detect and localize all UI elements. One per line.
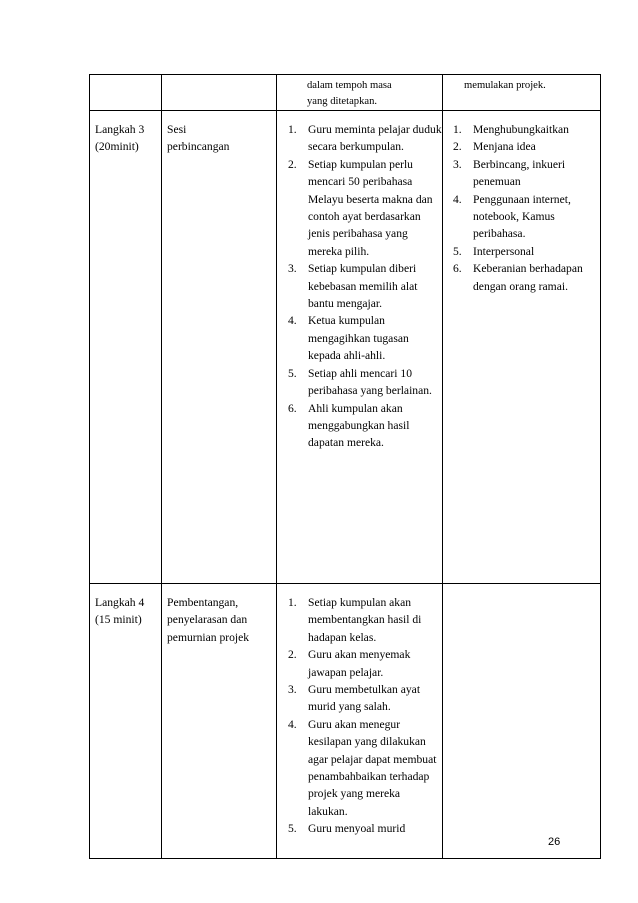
phase-label: Pembentangan, penyelarasan dan pemurnian projek xyxy=(167,596,250,644)
list-item: 6. Keberanian berhadapan dengan orang ramai. xyxy=(453,262,583,293)
phase-label: Sesi perbincangan xyxy=(167,123,230,154)
continued-activity-line: yang ditetapkan. xyxy=(307,96,378,107)
activity-list xyxy=(277,121,442,452)
step-time: (15 minit) xyxy=(95,613,142,627)
list-item: 6. Ahli kumpulan akan menggabungkan hasil dapatan mereka. xyxy=(288,401,410,450)
phase-cell xyxy=(162,584,277,859)
list-item: 5. Interpersonal xyxy=(453,244,535,258)
list-item: 5. Setiap ahli mencari 10 peribahasa yang berlainan. xyxy=(288,366,432,398)
list-item: 2. Menjana idea xyxy=(453,140,536,154)
list-item: 4. Ketua kumpulan mengagihkan tugasan kepada ahli-ahli. xyxy=(288,314,409,363)
list-item: 1. Guru meminta pelajar duduk secara berkumpulan. xyxy=(288,123,442,154)
step-label: Langkah 4 xyxy=(95,596,145,609)
outcome-cell xyxy=(443,75,601,111)
list-item: 2. Guru akan menyemak jawapan pelajar. xyxy=(288,648,411,679)
list-item: 1. Menghubungkaitkan xyxy=(453,123,569,136)
activity-cell xyxy=(277,584,443,859)
list-item: 4. Guru akan menegur kesilapan yang dilakukan agar pelajar dapat membuat penambahbaikan terhadap projek yang mereka lakukan. xyxy=(288,717,437,818)
phase-cell xyxy=(162,75,277,111)
activity-cell xyxy=(277,111,443,584)
step-cell xyxy=(90,75,162,111)
activity-list xyxy=(277,594,442,838)
list-item: 5. Guru menyoal murid xyxy=(288,822,406,836)
list-item: 1. Setiap kumpulan akan membentangkan hasil di hadapan kelas. xyxy=(288,596,422,644)
step-label: Langkah 3 xyxy=(95,123,145,136)
step-time: (20minit) xyxy=(95,140,139,154)
outcome-list xyxy=(443,121,600,295)
list-item: 3. Setiap kumpulan diberi kebebasan memilih alat bantu mengajar. xyxy=(288,262,418,311)
lesson-plan-table xyxy=(89,74,601,859)
step-cell xyxy=(90,584,162,859)
list-item: 3. Berbincang, inkueri penemuan xyxy=(453,157,566,189)
step-row xyxy=(90,584,601,859)
page-number: 26 xyxy=(548,836,561,848)
continued-row xyxy=(90,75,601,111)
continued-outcome-line: memulakan projek. xyxy=(464,80,546,91)
outcome-cell xyxy=(443,584,601,859)
step-row xyxy=(90,111,601,584)
list-item: 3. Guru membetulkan ayat murid yang salah. xyxy=(288,683,421,714)
continued-activity-line: dalam tempoh masa xyxy=(307,80,392,91)
list-item: 4. Penggunaan internet, notebook, Kamus peribahasa. xyxy=(453,192,571,241)
list-item: 2. Setiap kumpulan perlu mencari 50 peribahasa Melayu beserta makna dan contoh ayat berdasarkan jenis peribahasa yang mereka pilih. xyxy=(288,157,433,258)
step-cell xyxy=(90,111,162,584)
outcome-cell xyxy=(443,111,601,584)
activity-cell xyxy=(277,75,443,111)
phase-cell xyxy=(162,111,277,584)
